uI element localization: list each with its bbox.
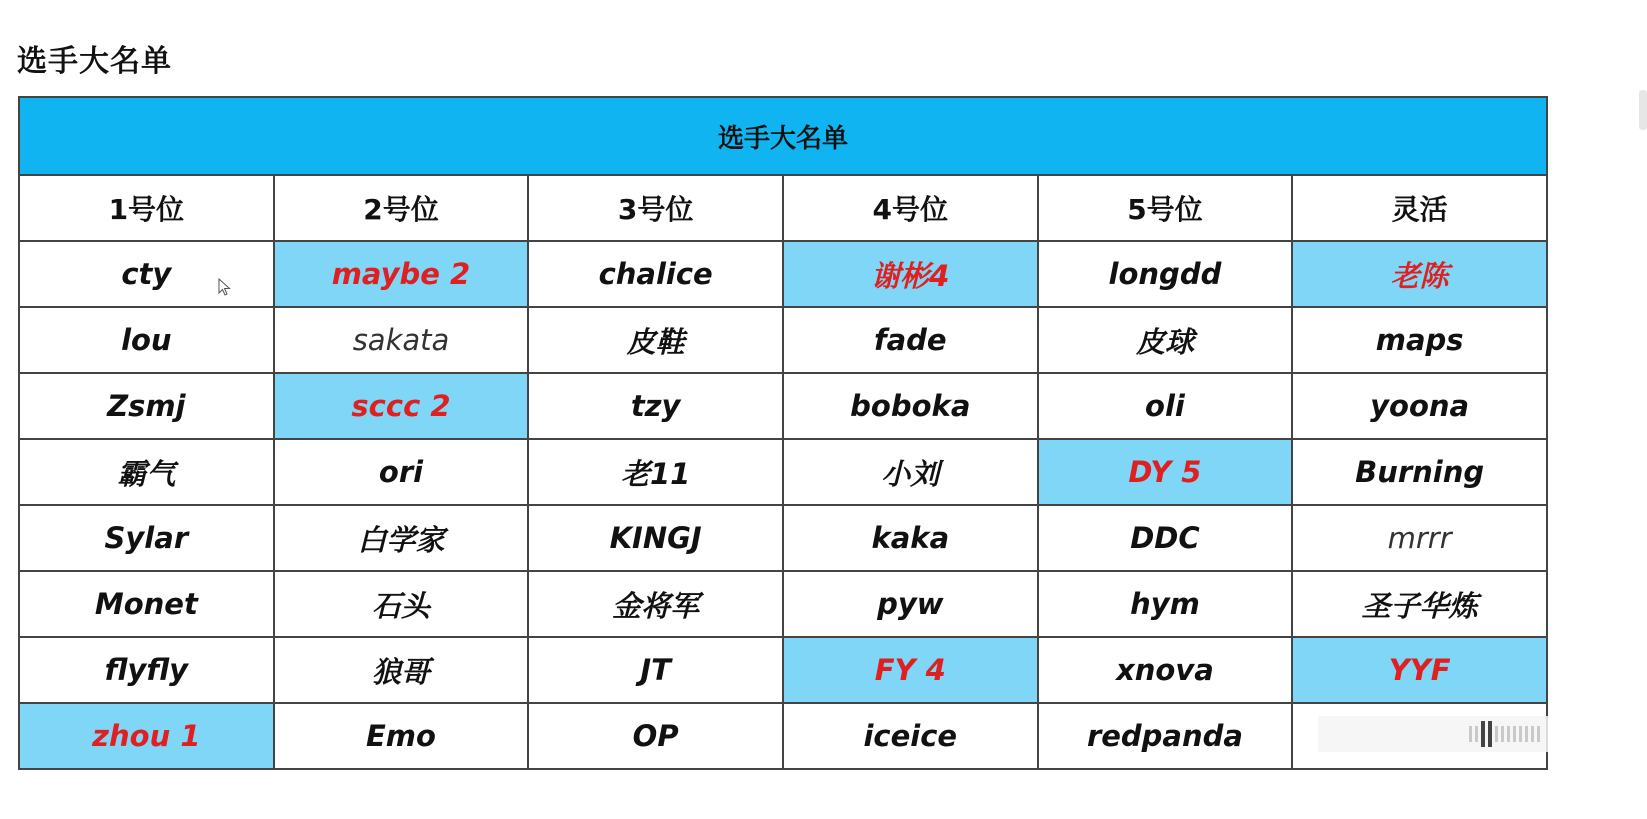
- mouse-pointer-icon: [218, 278, 232, 296]
- player-cell: yoona: [1292, 373, 1547, 439]
- player-cell: hym: [1038, 571, 1293, 637]
- player-cell: oli: [1038, 373, 1293, 439]
- table-row: [19, 241, 1547, 307]
- player-cell: 皮球: [1038, 307, 1293, 373]
- banner-row: [19, 97, 1547, 175]
- player-cell: 金将军: [528, 571, 783, 637]
- table-row: [19, 505, 1547, 571]
- roster-table: [18, 96, 1548, 770]
- player-cell: iceice: [783, 703, 1038, 769]
- roster-body: [19, 241, 1547, 769]
- player-cell: 老陈: [1292, 241, 1547, 307]
- scrollbar-thumb[interactable]: [1639, 90, 1647, 130]
- column-header: 1号位: [19, 175, 274, 241]
- header-row: [19, 175, 1547, 241]
- player-cell: 石头: [274, 571, 529, 637]
- player-cell: mrrr: [1292, 505, 1547, 571]
- column-header: 灵活: [1292, 175, 1547, 241]
- player-cell: Monet: [19, 571, 274, 637]
- table-row: [19, 439, 1547, 505]
- player-cell: pyw: [783, 571, 1038, 637]
- column-header: 4号位: [783, 175, 1038, 241]
- player-cell: JT: [528, 637, 783, 703]
- player-cell: 皮鞋: [528, 307, 783, 373]
- player-cell: 圣子华炼: [1292, 571, 1547, 637]
- player-cell: Zsmj: [19, 373, 274, 439]
- player-cell: zhou 1: [19, 703, 274, 769]
- player-cell: DDC: [1038, 505, 1293, 571]
- player-cell: DY 5: [1038, 439, 1293, 505]
- column-header: 3号位: [528, 175, 783, 241]
- player-cell: redpanda: [1038, 703, 1293, 769]
- player-cell: longdd: [1038, 241, 1293, 307]
- table-row: [19, 571, 1547, 637]
- player-cell: KINGJ: [528, 505, 783, 571]
- player-cell: 狼哥: [274, 637, 529, 703]
- player-cell: sccc 2: [274, 373, 529, 439]
- player-cell: sakata: [274, 307, 529, 373]
- player-cell: fade: [783, 307, 1038, 373]
- table-row: [19, 307, 1547, 373]
- player-cell: chalice: [528, 241, 783, 307]
- column-header: 5号位: [1038, 175, 1293, 241]
- player-cell: ori: [274, 439, 529, 505]
- player-cell: Sylar: [19, 505, 274, 571]
- player-cell: lou: [19, 307, 274, 373]
- player-cell: Burning: [1292, 439, 1547, 505]
- player-cell: 小刘: [783, 439, 1038, 505]
- player-cell: kaka: [783, 505, 1038, 571]
- player-cell: 老11: [528, 439, 783, 505]
- player-cell: tzy: [528, 373, 783, 439]
- table-row: [19, 373, 1547, 439]
- table-row: [19, 637, 1547, 703]
- table-banner: 选手大名单: [19, 97, 1547, 175]
- player-cell: maps: [1292, 307, 1547, 373]
- player-cell: FY 4: [783, 637, 1038, 703]
- player-cell: OP: [528, 703, 783, 769]
- column-header: 2号位: [274, 175, 529, 241]
- player-cell: cty: [19, 241, 274, 307]
- page-title: 选手大名单: [17, 44, 172, 79]
- barcode-watermark-icon: [1318, 716, 1548, 752]
- player-cell: 白学家: [274, 505, 529, 571]
- player-cell: YYF: [1292, 637, 1547, 703]
- player-cell: flyfly: [19, 637, 274, 703]
- player-cell: Emo: [274, 703, 529, 769]
- player-cell: 霸气: [19, 439, 274, 505]
- player-cell: xnova: [1038, 637, 1293, 703]
- player-cell: maybe 2: [274, 241, 529, 307]
- player-cell: boboka: [783, 373, 1038, 439]
- player-cell: 谢彬4: [783, 241, 1038, 307]
